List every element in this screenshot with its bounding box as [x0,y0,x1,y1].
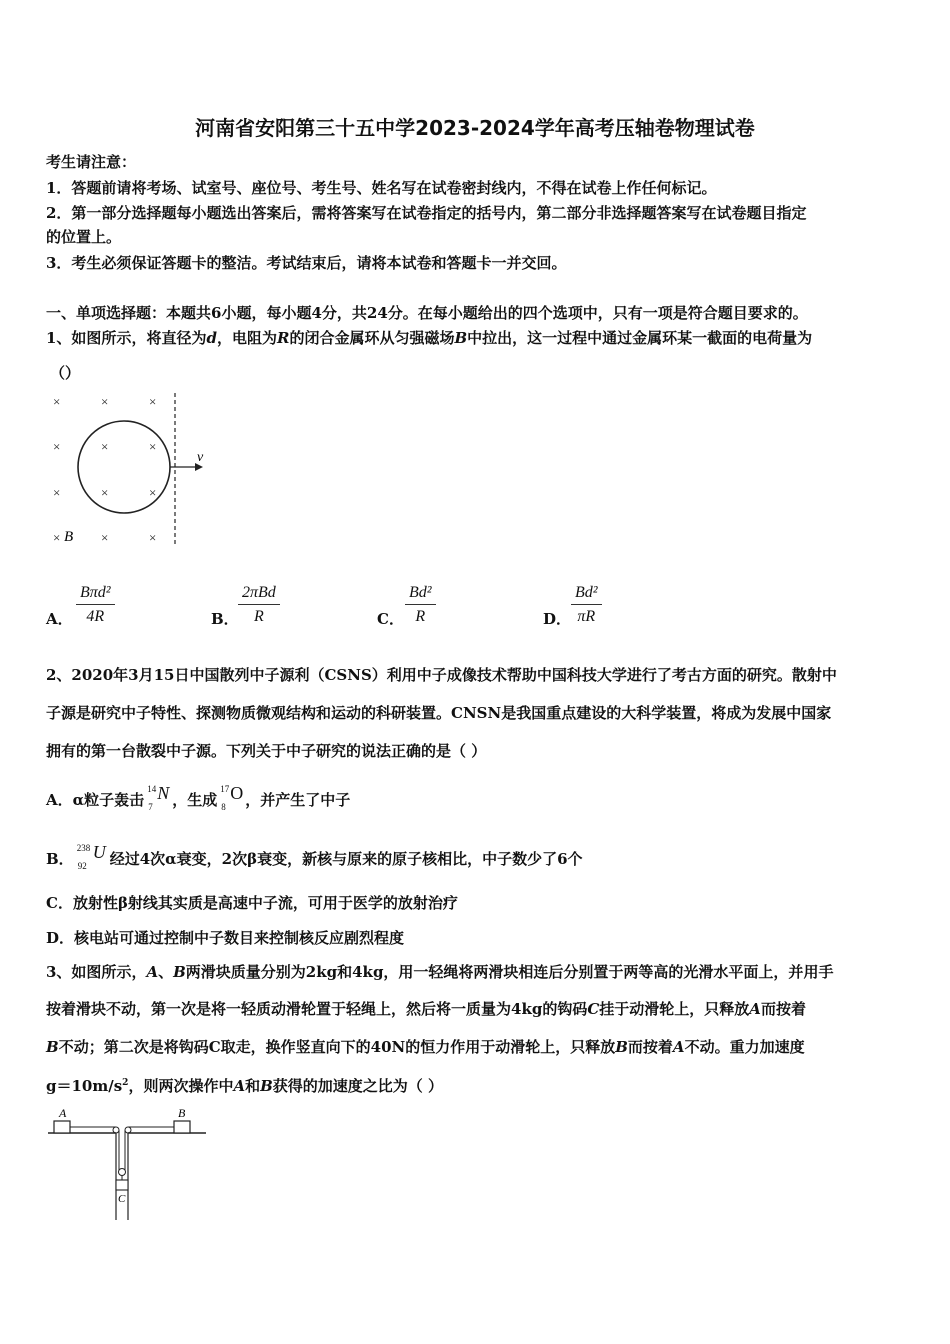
q3-stem-line-3: B不动；第二次是将钩码C取走，换作竖直向下的40N的恒力作用于动滑轮上，只释放B而按着A不动。重力加速度 [46,1038,805,1056]
field-x: × [53,394,61,409]
q1-stem: 1、如图所示，将直径为d，电阻为R的闭合金属环从匀强磁场B中拉出，这一过程中通过金属环某一截面的电荷量为 [46,329,813,347]
page-title: 河南省安阳第三十五中学2023-2024学年高考压轴卷物理试卷 [195,116,755,140]
q1-blank: （） [50,364,81,382]
q2-stem-line-1: 2、2020年3月15日中国散列中子源利（CSNS）利用中子成像技术帮助中国科技大学进行了考古方面的研究。散射中 [46,666,837,684]
notice-heading: 考生请注意： [46,153,137,171]
notice-item-1: 1．答题前请将考场、试室号、座位号、考生号、姓名写在试卷密封线内，不得在试卷上作任何标记。 [46,179,717,197]
nuclide-u238: 238 92 U [76,842,106,871]
q2-stem-line-2: 子源是研究中子特性、探测物质微观结构和运动的科研装置。CNSN是我国重点建设的大科学装置，将成为发展中国家 [46,704,832,722]
left-fixed-pulley [113,1127,119,1133]
metal-ring [78,421,170,513]
velocity-label: v [197,450,204,465]
field-x: × [101,394,109,409]
field-x: × [149,485,157,500]
q1-option-c-label[interactable]: C． [377,610,404,628]
right-fixed-pulley [125,1127,131,1133]
q1-option-a-fraction: Bπd² 4R [76,582,115,629]
q1-option-b-label[interactable]: B． [211,610,239,628]
q1-option-d-fraction: $\frac{\text{Bd²}}{\pi R}$ [571,582,602,629]
weight-c-label: C [118,1193,126,1205]
field-x: × [53,530,61,545]
block-a-label: A [59,1106,67,1120]
field-x: × [149,530,157,545]
q2-option-d[interactable]: D．核电站可通过控制中子数目来控制核反应剧烈程度 [46,929,405,947]
block-a [54,1121,70,1133]
notice-item-3: 3．考生必须保证答题卡的整洁。考试结束后，请将本试卷和答题卡一并交回。 [46,254,567,272]
q1-figure [45,385,225,555]
nuclide-o17: 17 8 O [220,783,244,812]
nuclide-n14: 14 7 N [147,783,170,812]
block-b-label: B [178,1106,186,1120]
notice-item-2b: 的位置上。 [46,228,122,246]
field-x: × [149,439,157,454]
magnetic-field-marks [53,394,156,545]
q2-option-a[interactable]: A．α粒子轰击 14 7 N ，生成 17 8 O ，并产生了中子 [46,783,351,812]
notice-item-2a: 2．第一部分选择题每小题选出答案后，需将答案写在试卷指定的括号内，第二部分非选择题答案写在试卷题目指定 [46,204,807,222]
field-x: × [101,530,109,545]
field-x: × [53,439,61,454]
q1-option-a-label[interactable]: A． [46,610,73,628]
q3-stem-line-4: $g=10m/s^2$，则两次操作中A和B获得的加速度之比为（ ） [46,1077,444,1095]
field-x: × [101,439,109,454]
q3-stem-line-2: 按着滑块不动，第一次是将一轻质动滑轮置于轻绳上，然后将一质量为4kg的钩码C挂于动滑轮上，只释放A而按着 [46,1000,806,1018]
section-1-heading: 一、单项选择题：本题共6小题，每小题4分，共24分。在每小题给出的四个选项中，只有一项是符合题目要求的。 [46,304,808,322]
q1-option-d-label[interactable]: D． [543,610,572,628]
q3-stem-line-1: 3、如图所示，A、B两滑块质量分别为2kg和4kg，用一轻绳将两滑块相连后分别置于两等高的光滑水平面上，并用手 [46,963,834,981]
field-x: × [149,394,157,409]
field-x: × [53,485,61,500]
field-x: × [101,485,109,500]
movable-pulley [119,1169,126,1176]
q1-option-c-fraction: $\frac{\text{Bd²}}{R}$ [405,582,436,629]
q2-option-c[interactable]: C．放射性β射线其实质是高速中子流，可用于医学的放射治疗 [46,894,458,912]
q2-option-b[interactable]: B． 238 92 U 经过4次α衰变，2次β衰变，新核与原来的原子核相比，中子数少了6个 [46,842,583,871]
block-b [174,1121,190,1133]
q3-figure [44,1100,214,1225]
field-label: B [64,529,74,545]
q2-stem-line-3: 拥有的第一台散裂中子源。下列关于中子研究的说法正确的是（ ） [46,742,487,760]
weight-c [116,1180,128,1190]
q1-option-b-fraction: 2πBd R [238,582,280,629]
